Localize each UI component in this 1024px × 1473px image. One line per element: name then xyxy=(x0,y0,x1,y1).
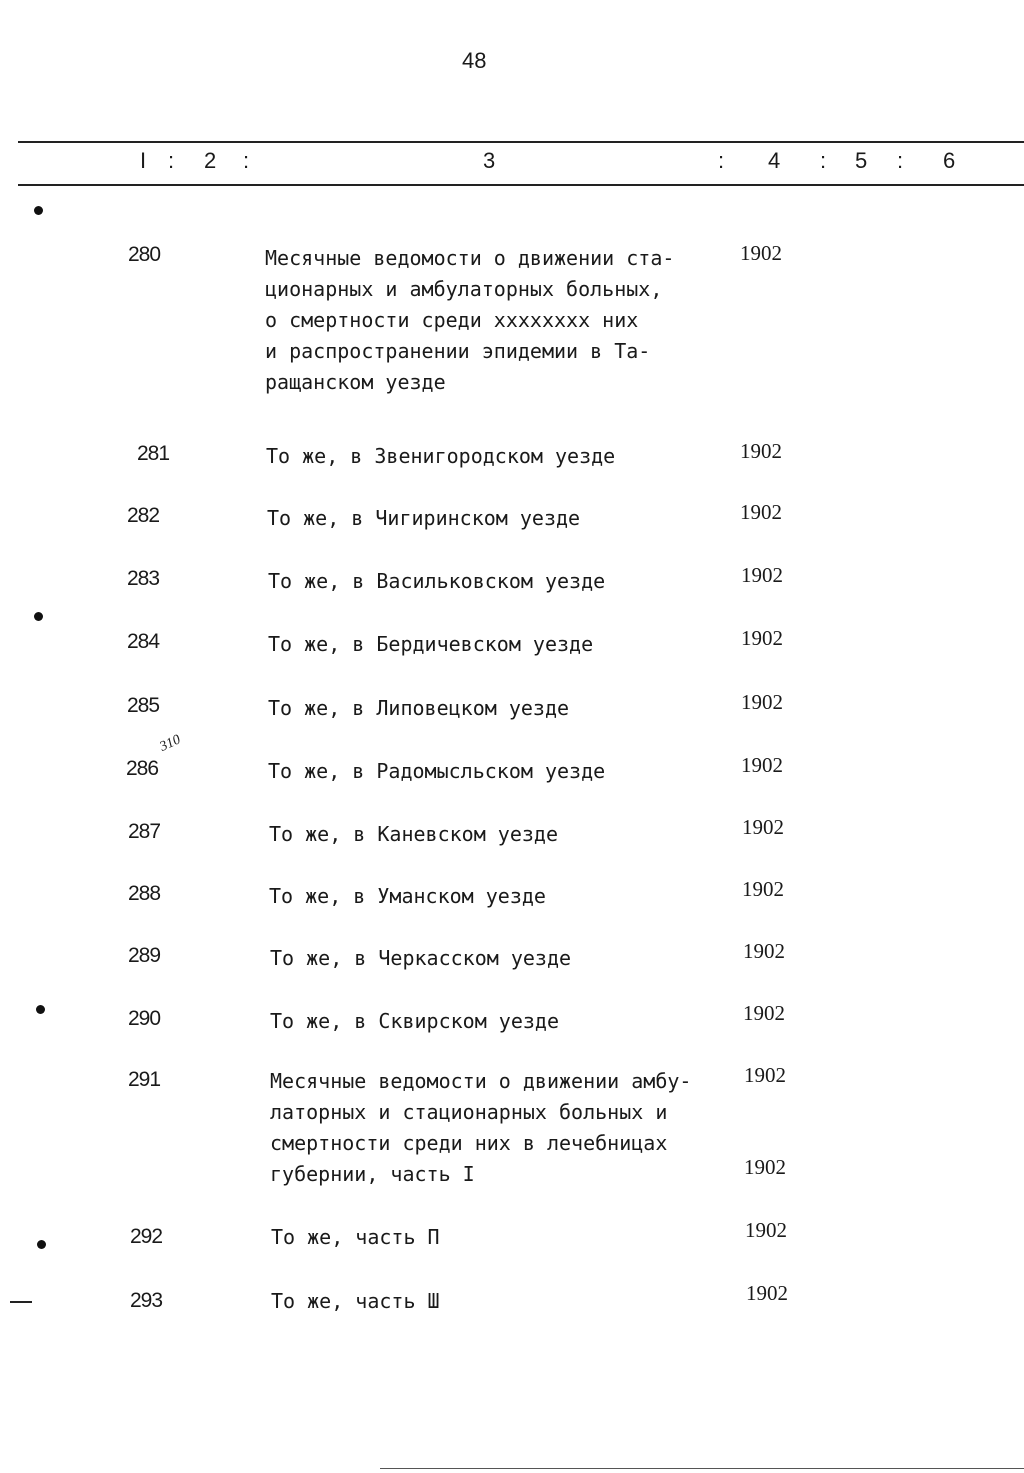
row-number: 280 xyxy=(128,243,161,266)
column-header-4: 4 xyxy=(768,148,781,173)
row-description: То же, в Бердичевском уезде xyxy=(268,632,594,656)
row-year: 1902 xyxy=(742,815,784,839)
header-top-rule xyxy=(18,141,1024,143)
column-separator: : xyxy=(168,148,175,173)
row-year: 1902 xyxy=(740,500,782,524)
row-description: То же, в Липовецком уезде xyxy=(268,696,570,720)
binding-hole-mark xyxy=(34,206,43,215)
row-description: То же, в Радомысльском уезде xyxy=(268,759,606,783)
column-separator: : xyxy=(897,148,904,173)
row-year: 1902 xyxy=(742,877,784,901)
row-description: То же, часть Ш xyxy=(271,1289,440,1313)
row-year: 1902 xyxy=(740,439,782,463)
row-number: 290 xyxy=(128,1007,161,1030)
page-number: 48 xyxy=(462,48,487,73)
row-description: То же, в Васильковском уезде xyxy=(268,569,606,593)
row-year: 1902 xyxy=(741,626,783,650)
row-year: 1902 xyxy=(741,563,783,587)
row-year-secondary: 1902 xyxy=(744,1155,786,1179)
column-separator: : xyxy=(718,148,725,173)
row-description: То же, часть П xyxy=(271,1225,440,1249)
row-number: 284 xyxy=(127,630,160,653)
column-header-1: I xyxy=(140,148,147,173)
row-description: То же, в Сквирском уезде xyxy=(270,1009,559,1033)
row-number: 282 xyxy=(127,504,160,527)
row-number: 292 xyxy=(130,1225,163,1248)
row-number: 289 xyxy=(128,944,161,967)
row-year: 1902 xyxy=(740,241,782,265)
marginal-note: 310 xyxy=(157,732,183,755)
row-number: 285 xyxy=(127,694,160,717)
column-header-6: 6 xyxy=(943,148,956,173)
row-year: 1902 xyxy=(744,1063,786,1087)
row-year: 1902 xyxy=(745,1218,787,1242)
column-header-3: 3 xyxy=(483,148,496,173)
margin-dash-mark xyxy=(10,1301,32,1303)
row-description: То же, в Уманском уезде xyxy=(269,884,546,908)
row-description: То же, в Чигиринском уезде xyxy=(267,506,581,530)
column-separator: : xyxy=(243,148,250,173)
binding-hole-mark xyxy=(37,1240,46,1249)
binding-hole-mark xyxy=(34,612,43,621)
row-description: Месячные ведомости о движении амбу- латорных и стационарных больных и смертности среди них в лечебницах губернии, часть I xyxy=(270,1069,692,1186)
row-year: 1902 xyxy=(741,753,783,777)
row-year: 1902 xyxy=(743,1001,785,1025)
row-number: 283 xyxy=(127,567,160,590)
row-number: 287 xyxy=(128,820,161,843)
row-description: То же, в Звенигородском уезде xyxy=(266,444,616,468)
row-number: 286 xyxy=(126,757,159,780)
row-year: 1902 xyxy=(746,1281,788,1305)
column-separator: : xyxy=(820,148,827,173)
row-description: Месячные ведомости о движении ста- ционарных и амбулаторных больных, о смертности среди xxxxxxxx них и распространении эпидемии в Та- ращанском уезде xyxy=(265,246,675,394)
binding-hole-mark xyxy=(36,1005,45,1014)
row-number: 291 xyxy=(128,1068,161,1091)
page-bottom-edge xyxy=(380,1468,1024,1469)
header-bottom-rule xyxy=(18,184,1024,186)
row-number: 293 xyxy=(130,1289,163,1312)
row-number: 288 xyxy=(128,882,161,905)
row-year: 1902 xyxy=(741,690,783,714)
row-year: 1902 xyxy=(743,939,785,963)
row-number: 281 xyxy=(137,442,170,465)
row-description: То же, в Черкасском уезде xyxy=(270,946,572,970)
row-description: То же, в Каневском уезде xyxy=(269,822,558,846)
column-header-2: 2 xyxy=(204,148,217,173)
column-header-5: 5 xyxy=(855,148,868,173)
